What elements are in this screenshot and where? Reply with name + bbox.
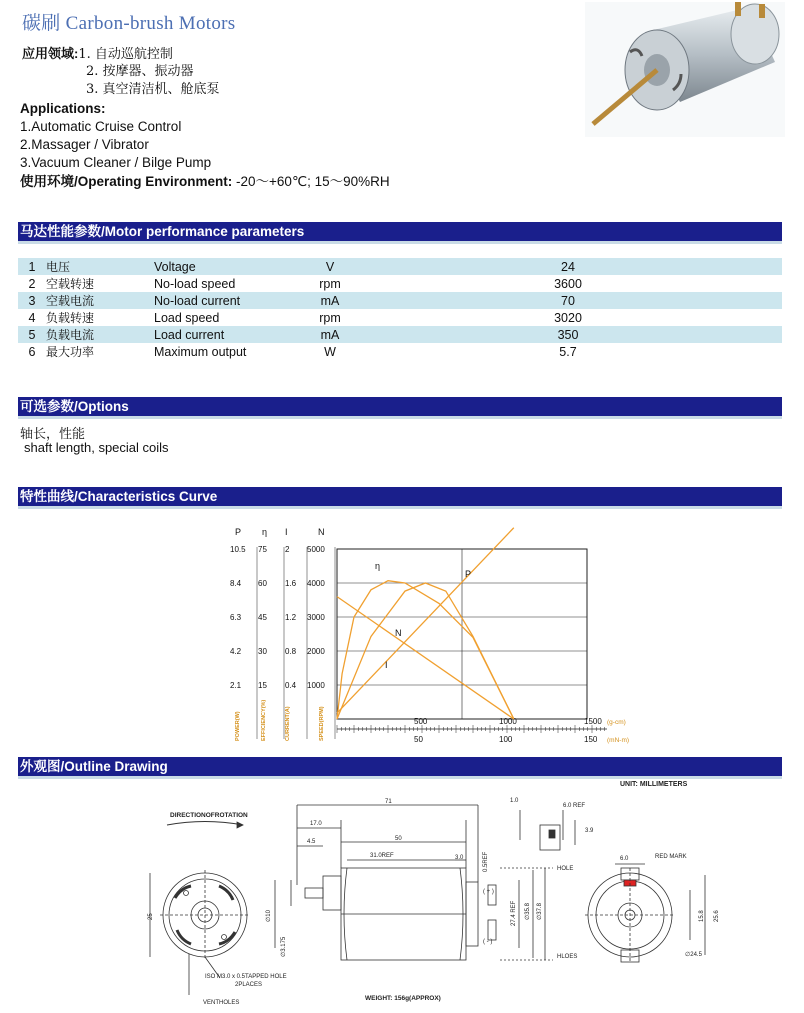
param-value: 24 — [354, 258, 782, 275]
applications-en-label: Applications: — [20, 101, 106, 116]
dim-label: 4.5 — [307, 839, 316, 845]
parameter-row — [18, 292, 782, 309]
param-name-cn: 空载转速 — [46, 275, 154, 292]
front-view — [150, 822, 250, 996]
section-bar-outline: 外观图/Outline Drawing — [18, 757, 782, 776]
applications-en-item: 3.Vacuum Cleaner / Bilge Pump — [20, 155, 212, 170]
chart-tick-label: 45 — [258, 613, 267, 622]
dim-label: 15.8 — [699, 910, 705, 922]
chart-tick-label: 1.6 — [285, 579, 297, 588]
environment-label: 使用环境/Operating Environment: — [20, 174, 233, 189]
section-bar-curve: 特性曲线/Characteristics Curve — [18, 487, 782, 506]
dim-label: ∅24.5 — [685, 952, 702, 958]
section-bar-performance: 马达性能参数/Motor performance parameters — [18, 222, 782, 241]
chart-axis-header: I — [285, 527, 288, 537]
param-name-en: Load current — [154, 326, 306, 343]
chart-x-tick-label: 100 — [499, 735, 513, 744]
chart-axis-header: η — [262, 527, 268, 537]
chart-series-label: η — [375, 561, 381, 571]
dim-label: 1.0 — [510, 798, 519, 804]
dim-label: ∅35.8 — [525, 903, 531, 920]
motor-photo — [585, 2, 785, 137]
section-strip — [18, 506, 782, 509]
chart-tick-label: 8.4 — [230, 579, 242, 588]
chart-series-label: N — [395, 628, 402, 638]
chart-series-label: P — [465, 569, 472, 579]
chart-x-tick-label: 150 — [584, 735, 598, 744]
chart-x-unit: (mN-m) — [607, 737, 630, 744]
chart-x-tick-label: 1000 — [499, 717, 517, 726]
dim-label: 25.6 — [714, 910, 720, 922]
dim-label: 3.0 — [455, 855, 464, 861]
chart-unit-label: EFFICIENCY(%) — [261, 699, 267, 741]
dim-label: 50 — [395, 836, 402, 842]
applications-cn-row — [22, 45, 173, 64]
chart-tick-label: 2000 — [307, 647, 325, 656]
chart-series-line-N — [337, 597, 514, 719]
chart-tick-label: 2 — [285, 545, 290, 554]
chart-axis-header: P — [235, 527, 242, 537]
hole-label: HOLE — [557, 866, 574, 872]
param-value: 3020 — [354, 309, 782, 326]
param-name-en: Maximum output — [154, 343, 306, 360]
param-name-en: No-load current — [154, 292, 306, 309]
chart-tick-label: 0.4 — [285, 681, 297, 690]
tapped-hole-label: ISO M3.0 x 0.5TAPPED HOLE — [205, 974, 287, 980]
applications-cn-item: 2. 按摩器、振动器 — [86, 64, 194, 79]
param-unit: rpm — [306, 309, 354, 326]
param-name-cn: 负载转速 — [46, 309, 154, 326]
dim-label: 3.9 — [585, 828, 594, 834]
parameter-row — [18, 326, 782, 343]
param-num: 2 — [18, 275, 46, 292]
chart-tick-label: 1000 — [307, 681, 325, 690]
chart-x-tick-label: 1500 — [584, 717, 602, 726]
chart-tick-label: 1.2 — [285, 613, 297, 622]
param-unit: rpm — [306, 275, 354, 292]
chart-tick-label: 2.1 — [230, 681, 242, 690]
param-name-en: No-load speed — [154, 275, 306, 292]
dim-label: 0.5REF — [483, 851, 489, 872]
weight-label: WEIGHT: 156g(APPROX) — [365, 995, 441, 1002]
chart-x-tick-label: 500 — [414, 717, 428, 726]
dim-label: ∅3.175 — [281, 936, 287, 957]
param-value: 3600 — [354, 275, 782, 292]
param-unit: W — [306, 343, 354, 360]
section-strip — [18, 241, 782, 244]
param-name-cn: 空载电流 — [46, 292, 154, 309]
chart-axis-header: N — [318, 527, 325, 537]
dim-label: 31.0REF — [370, 853, 394, 859]
places-label: 2PLACES — [235, 982, 263, 988]
chart-series-line-eta — [337, 581, 514, 719]
chart-tick-label: 5000 — [307, 545, 325, 554]
characteristics-chart — [225, 522, 655, 747]
side-view — [275, 805, 553, 960]
chart-x-tick-label: 50 — [414, 735, 423, 744]
chart-tick-label: 4000 — [307, 579, 325, 588]
page-title: 碳刷 Carbon-brush Motors — [22, 13, 236, 34]
chart-tick-label: 3000 — [307, 613, 325, 622]
chart-tick-label: 15 — [258, 681, 267, 690]
parameter-row — [18, 258, 782, 275]
terminal-detail — [520, 810, 575, 850]
param-unit: V — [306, 258, 354, 275]
chart-series-label: I — [385, 660, 388, 670]
outline-drawing — [145, 780, 725, 1010]
chart-tick-label: 60 — [258, 579, 267, 588]
chart-tick-label: 75 — [258, 545, 267, 554]
ventholes-label: VENTHOLES — [203, 1000, 240, 1006]
dim-label: 6.0 — [620, 856, 629, 862]
dim-label: 27.4 REF — [511, 900, 517, 926]
operating-environment — [20, 173, 390, 191]
param-value: 5.7 — [354, 343, 782, 360]
polarity-label: ( + ) — [483, 889, 494, 895]
chart-tick-label: 30 — [258, 647, 267, 656]
dim-label: ∅10 — [266, 910, 272, 922]
applications-cn-item: 1. 自动巡航控制 — [78, 47, 173, 62]
param-name-cn: 最大功率 — [46, 343, 154, 360]
chart-unit-label: CURRENT(A) — [285, 706, 291, 741]
param-value: 350 — [354, 326, 782, 343]
direction-label: DIRECTIONOFROTATION — [170, 812, 248, 819]
applications-en-item: 1.Automatic Cruise Control — [20, 119, 182, 134]
param-unit: mA — [306, 326, 354, 343]
chart-tick-label: 4.2 — [230, 647, 242, 656]
chart-tick-label: 6.3 — [230, 613, 242, 622]
options-en: shaft length, special coils — [24, 440, 169, 455]
red-mark-label: RED MARK — [655, 854, 687, 860]
unit-label: UNIT: MILLIMETERS — [620, 781, 688, 788]
section-strip — [18, 776, 782, 779]
rear-view — [585, 864, 705, 962]
chart-tick-label: 0.8 — [285, 647, 297, 656]
dim-label: 25 — [148, 913, 154, 920]
param-num: 5 — [18, 326, 46, 343]
applications-cn-label: 应用领域: — [22, 46, 79, 61]
param-unit: mA — [306, 292, 354, 309]
param-value: 70 — [354, 292, 782, 309]
chart-unit-label: SPEED(RPM) — [319, 706, 325, 741]
chart-tick-label: 10.5 — [230, 545, 246, 554]
polarity-label: ( - ) — [483, 939, 493, 945]
param-num: 6 — [18, 343, 46, 360]
param-num: 3 — [18, 292, 46, 309]
parameter-row — [18, 275, 782, 292]
dim-label: 71 — [385, 799, 392, 805]
section-bar-options: 可选参数/Options — [18, 397, 782, 416]
environment-value: -20～+60℃; 15～90%RH — [236, 174, 390, 189]
param-name-en: Load speed — [154, 309, 306, 326]
section-strip — [18, 416, 782, 419]
applications-en-item: 2.Massager / Vibrator — [20, 137, 149, 152]
param-name-cn: 电压 — [46, 258, 154, 275]
dim-label: 17.0 — [310, 821, 322, 827]
param-name-cn: 负载电流 — [46, 326, 154, 343]
parameter-row — [18, 343, 782, 360]
parameters-table — [18, 258, 782, 360]
chart-x-unit: (g-cm) — [607, 719, 626, 726]
param-num: 1 — [18, 258, 46, 275]
options-cn: 轴长，性能 — [20, 427, 86, 442]
parameter-row — [18, 309, 782, 326]
dim-label: 6.0 REF — [563, 803, 586, 809]
applications-cn-item: 3. 真空清洁机、舱底泵 — [86, 82, 220, 97]
hloes-label: HLOES — [557, 954, 578, 960]
dim-label: ∅37.8 — [537, 903, 543, 920]
chart-unit-label: POWER(W) — [235, 711, 241, 741]
param-name-en: Voltage — [154, 258, 306, 275]
param-num: 4 — [18, 309, 46, 326]
